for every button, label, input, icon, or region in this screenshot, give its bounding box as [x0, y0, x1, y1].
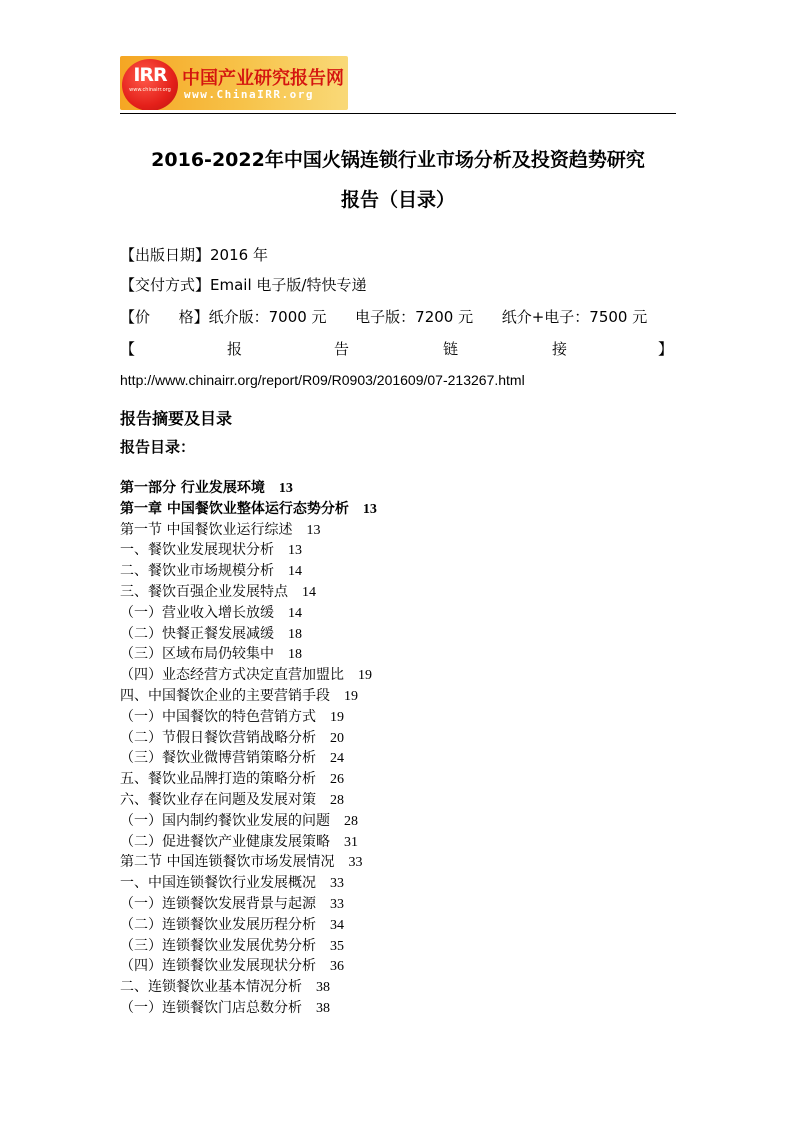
- logo-site-url: www.ChinaIRR.org: [184, 88, 314, 101]
- toc-entry-page: 13: [278, 481, 293, 496]
- toc-entry[interactable]: [120, 540, 560, 561]
- toc-entry-title: 二、连锁餐饮业基本情况分析: [120, 979, 302, 996]
- toc-entry-title: 第一章 中国餐饮业整体运行态势分析: [120, 500, 349, 517]
- toc-entry-page: 19: [344, 688, 358, 704]
- logo-site-name: 中国产业研究报告网: [182, 68, 344, 89]
- toc-entry[interactable]: [120, 478, 560, 499]
- toc-entry[interactable]: [120, 977, 560, 998]
- link-label-char: 接: [552, 340, 568, 358]
- toc-entry[interactable]: [120, 644, 560, 665]
- publish-date: 【出版日期】2016 年: [120, 246, 268, 264]
- link-label-char: 告: [334, 340, 350, 358]
- toc-entry[interactable]: [120, 665, 560, 686]
- toc-entry-title: （四）业态经营方式决定直营加盟比: [120, 667, 344, 684]
- toc-entry-page: 14: [288, 605, 302, 621]
- toc-entry-title: （二）节假日餐饮营销战略分析: [120, 729, 316, 746]
- toc-entry-page: 36: [330, 959, 344, 975]
- toc-entry-page: 34: [330, 917, 344, 933]
- toc-entry[interactable]: [120, 873, 560, 894]
- link-label-char: 】: [658, 340, 674, 358]
- toc-entry[interactable]: [120, 790, 560, 811]
- header-divider: [120, 113, 676, 114]
- toc-entry-page: 13: [288, 543, 302, 559]
- toc-entry-page: 38: [316, 980, 330, 996]
- toc-entry-page: 24: [330, 751, 344, 767]
- toc-entry[interactable]: [120, 603, 560, 624]
- toc-entry[interactable]: [120, 811, 560, 832]
- toc-entry[interactable]: [120, 561, 560, 582]
- toc-entry[interactable]: [120, 707, 560, 728]
- summary-heading: 报告摘要及目录: [120, 409, 233, 428]
- toc-entry-page: 13: [306, 522, 321, 538]
- toc-entry-page: 33: [348, 855, 363, 871]
- toc-entry-title: 二、餐饮业市场规模分析: [120, 563, 274, 580]
- toc-entry-title: 第一部分 行业发展环境: [120, 480, 265, 496]
- toc-entry-page: 31: [344, 834, 358, 850]
- link-label-char: 链: [443, 340, 459, 358]
- toc-entry-page: 20: [330, 730, 344, 746]
- toc-entry[interactable]: [120, 686, 560, 707]
- link-label-char: 报: [227, 340, 243, 358]
- toc-entry-page: 28: [330, 792, 344, 808]
- logo-mark-text: IRR: [133, 64, 167, 86]
- toc-entry[interactable]: [120, 624, 560, 645]
- report-title-line1: 2016-2022年中国火锅连锁行业市场分析及投资趋势研究: [151, 149, 645, 171]
- toc-entry-page: 26: [330, 772, 344, 788]
- toc-entry-page: 19: [330, 709, 344, 725]
- toc-entry[interactable]: [120, 582, 560, 603]
- toc-entry-title: 四、中国餐饮企业的主要营销手段: [120, 687, 330, 704]
- toc-entry-title: （一）连锁餐饮门店总数分析: [120, 999, 302, 1016]
- report-title-line2: 报告（目录）: [340, 189, 455, 211]
- report-url-link[interactable]: http://www.chinairr.org/report/R09/R0903/201609/07-213267.html: [120, 372, 525, 388]
- toc-entry-page: 18: [288, 626, 302, 642]
- toc-entry-title: （三）区域布局仍较集中: [120, 646, 274, 663]
- toc-entry-title: （一）营业收入增长放缓: [120, 604, 274, 621]
- toc-entry-page: 33: [330, 896, 344, 912]
- toc-entry-title: 第二节 中国连锁餐饮市场发展情况: [120, 854, 335, 871]
- toc-entry-title: （一）连锁餐饮发展背景与起源: [120, 895, 316, 912]
- toc-entry-title: 六、餐饮业存在问题及发展对策: [120, 791, 316, 808]
- link-label-char: 【: [120, 340, 136, 358]
- table-of-contents: [120, 478, 560, 1019]
- toc-entry[interactable]: [120, 499, 560, 520]
- toc-entry[interactable]: [120, 852, 560, 873]
- toc-entry-page: 33: [330, 876, 344, 892]
- toc-entry-title: 第一节 中国餐饮业运行综述: [120, 521, 293, 538]
- toc-entry-page: 18: [288, 647, 302, 663]
- toc-entry-page: 13: [362, 501, 377, 517]
- toc-heading: 报告目录：: [120, 438, 196, 456]
- toc-entry[interactable]: [120, 832, 560, 853]
- logo-mark-subtext: www.chinairr.org: [129, 87, 171, 93]
- toc-entry[interactable]: [120, 769, 560, 790]
- toc-entry[interactable]: [120, 894, 560, 915]
- toc-entry-page: 19: [358, 668, 372, 684]
- toc-entry-title: 三、餐饮百强企业发展特点: [120, 583, 288, 600]
- toc-entry-title: （一）国内制约餐饮业发展的问题: [120, 812, 330, 829]
- price-info: 【价 格】纸介版：7000 元 电子版：7200 元 纸介+电子：7500 元: [120, 308, 648, 326]
- toc-entry-page: 14: [288, 564, 302, 580]
- toc-entry[interactable]: [120, 956, 560, 977]
- toc-entry-title: （二）连锁餐饮业发展历程分析: [120, 916, 316, 933]
- delivery-method: 【交付方式】Email 电子版/特快专递: [120, 276, 367, 294]
- toc-entry[interactable]: [120, 998, 560, 1019]
- toc-entry[interactable]: [120, 936, 560, 957]
- toc-entry-page: 14: [302, 584, 316, 600]
- toc-entry-title: （三）餐饮业微博营销策略分析: [120, 750, 316, 767]
- toc-entry-page: 38: [316, 1000, 330, 1016]
- toc-entry-title: 一、餐饮业发展现状分析: [120, 542, 274, 559]
- toc-entry-page: 28: [344, 813, 358, 829]
- toc-entry-title: （一）中国餐饮的特色营销方式: [120, 708, 316, 725]
- toc-entry-title: （三）连锁餐饮业发展优势分析: [120, 937, 316, 954]
- toc-entry-title: （四）连锁餐饮业发展现状分析: [120, 958, 316, 975]
- toc-entry-page: 35: [330, 938, 344, 954]
- toc-entry[interactable]: [120, 520, 560, 541]
- toc-entry[interactable]: [120, 748, 560, 769]
- page-header: [120, 56, 676, 114]
- toc-entry-title: 一、中国连锁餐饮行业发展概况: [120, 875, 316, 892]
- toc-entry-title: （二）快餐正餐发展减缓: [120, 625, 274, 642]
- toc-entry[interactable]: [120, 915, 560, 936]
- toc-entry-title: 五、餐饮业品牌打造的策略分析: [120, 771, 316, 788]
- chinairr-logo[interactable]: [120, 56, 348, 110]
- toc-entry-title: （二）促进餐饮产业健康发展策略: [120, 833, 330, 850]
- toc-entry[interactable]: [120, 728, 560, 749]
- report-link-label: [120, 338, 674, 360]
